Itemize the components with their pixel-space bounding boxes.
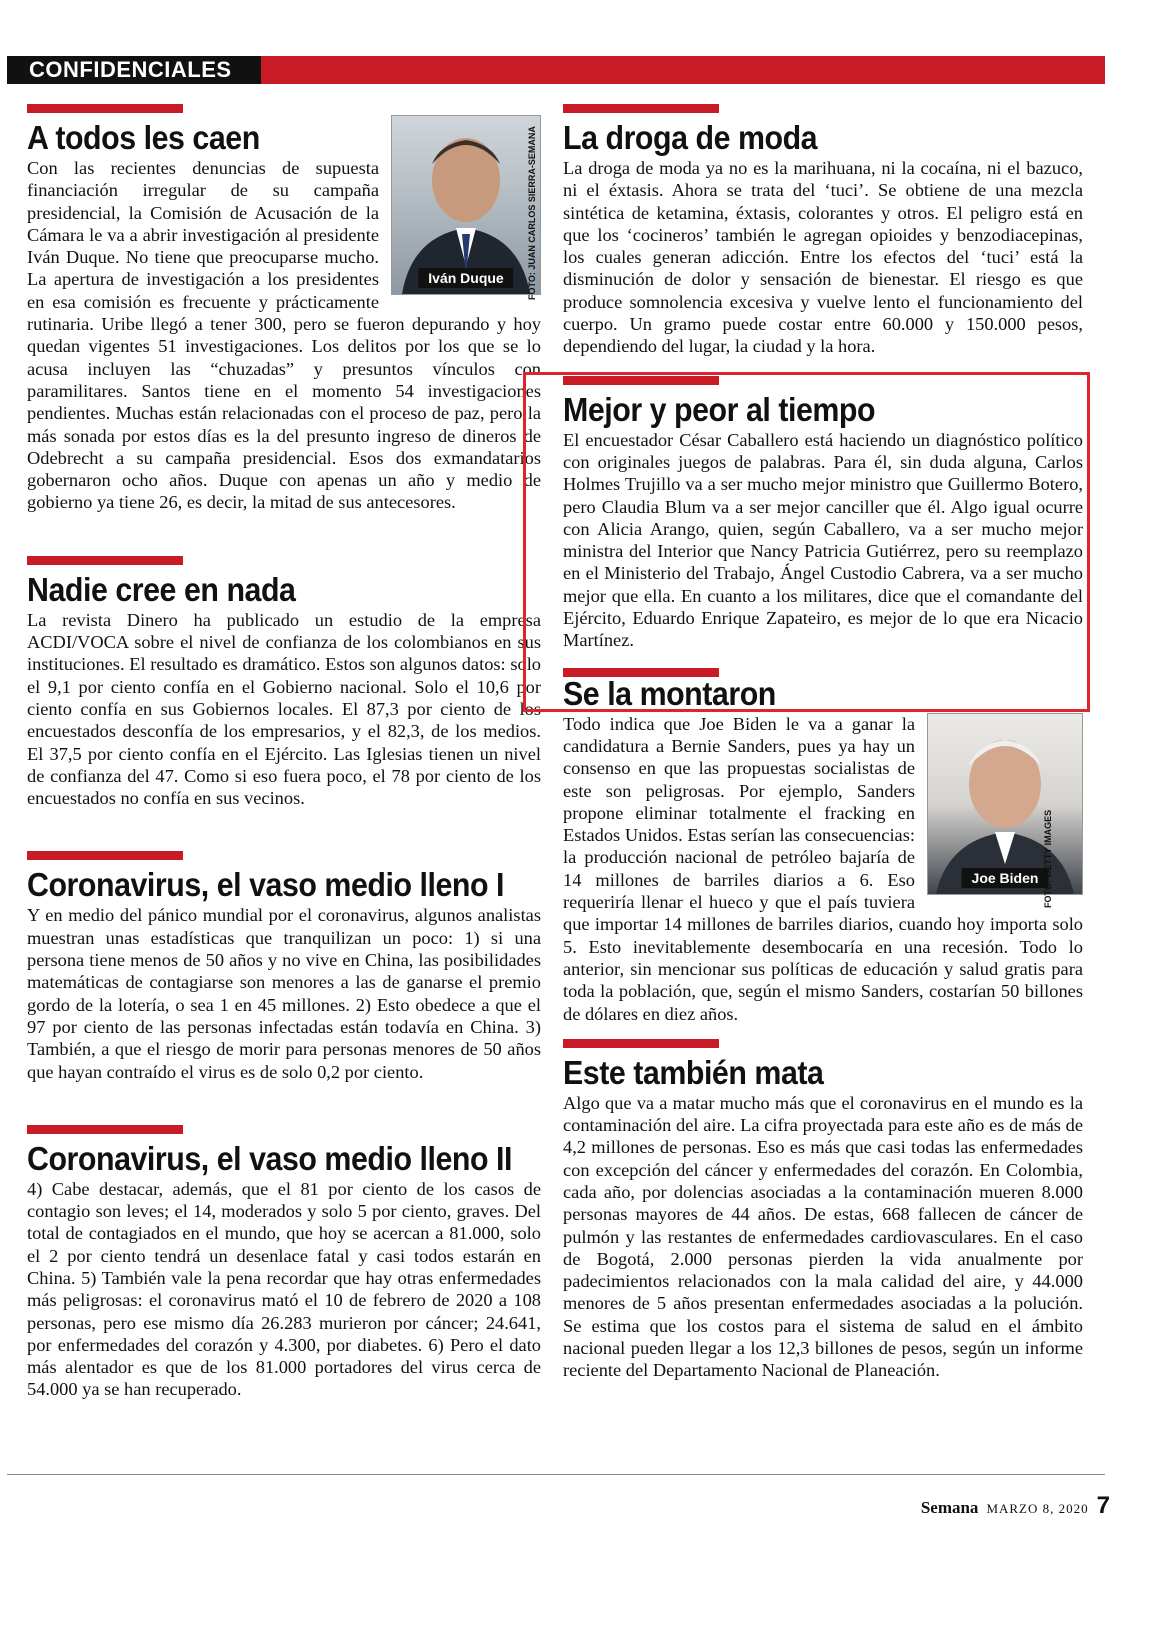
article-body: La droga de moda ya no es la marihuana, ni la cocaína, ni el bazuco, ni el éxtasis. Ahora se trata del ‘tuci’. Se obtiene de una mezcla sintética de ketamina, éxtasis, colorantes y otros. El peligro está en que los ‘cocineros’ también le agregan opioides y benzodiacepinas, los cuales generan adicción. Entre los efectos del ‘tuci’ está la disminución de dolor y sensación de bienestar. El riesgo es que produce somnolencia excesiva y vuelve lento el funcionamiento del cuerpo. Un gramo puede costar entre 60.000 y 150.000 pesos, dependiendo del lugar, la ciudad y la hora. bbox=[563, 158, 1083, 357]
article-title: La droga de moda bbox=[563, 119, 818, 156]
article-la-droga-de-moda bbox=[563, 104, 1083, 358]
article-body: Con las recientes denuncias de supuesta financiación irregular de su campaña presidencial, la Comisión de Acusación de la Cámara le va a abrir investigación al presidente Iván Duque. No tiene que preocuparse mucho. La apertura de investigación a los presidentes en esa comisión es frecuente y prácticamente rutinaria. Uribe llegó a tener 300, pero se fueron depurando y hoy quedan vigentes 51 investigaciones. Los delitos por los que se lo acusa incluyen las “chuzadas” y presuntos vínculos con paramilitares. Santos tiene en el momento 54 investigaciones pendientes. Muchas están relacionadas con el proceso de paz, pero la más sonada por estos días es la del presunto ingreso de dineros de Odebrecht a su campaña presidencial. Esos dos exmandatarios gobernaron ocho años. Duque con apenas un año y medio de gobierno ya tiene 26, es decir, la mitad de sus antecesores. bbox=[27, 158, 541, 513]
article-a-todos-les-caen bbox=[27, 104, 541, 514]
article-title: Se la montaron bbox=[563, 674, 776, 712]
article-rule bbox=[27, 104, 183, 113]
article-title: Nadie cree en nada bbox=[27, 570, 296, 608]
photo-caption: Joe Biden bbox=[962, 868, 1049, 888]
article-rule bbox=[27, 1125, 183, 1134]
section-title: CONFIDENCIALES bbox=[7, 56, 261, 84]
page-footer bbox=[921, 1492, 1110, 1520]
article-body: El encuestador César Caballero está haciendo un diagnóstico político con originales juegos de palabras. Para él, sin duda alguna, Carlos Holmes Trujillo va a ser mucho mejor ministro que Guillermo Botero, pero Claudia Blum va a ser mejor canciller que él. Algo igual ocurre con Alicia Arango, quien, según Caballero, va a ser mucho mejor ministra del Interior que Nancy Patricia Gutiérrez, pero su reemplazo en el Ministerio del Trabajo, Ángel Custodio Cabrera, va a ser mucho mejor que ella. En cuanto a los militares, dice que el comandante del Ejército, Eduardo Enrique Zapateiro, es mejor de lo que era Nicacio Martínez. bbox=[563, 429, 1083, 651]
article-title: Este también mata bbox=[563, 1053, 824, 1091]
article-rule bbox=[27, 556, 183, 565]
article-body: La revista Dinero ha publicado un estudio de la empresa ACDI/VOCA sobre el nivel de confianza de los colombianos en sus instituciones. El resultado es dramático. Estos son algunos datos: solo el 9,1 por ciento confía en el Gobierno nacional. Solo el 10,6 por ciento confía en sus Gobiernos locales. El 87,3 por ciento de los encuestados desconfía de los empresarios, y el 82,3, de los medios. El 37,5 por ciento confía en el Ejército. Las Iglesias tienen un nivel de confianza del 47. Como si eso fuera poco, el 78 por ciento de los encuestados no confía en sus vecinos. bbox=[27, 609, 541, 809]
page-number: 7 bbox=[1096, 1492, 1110, 1519]
article-coronavirus-ii bbox=[27, 1125, 541, 1401]
photo-caption: Iván Duque bbox=[418, 268, 513, 288]
issue-date: MARZO 8, 2020 bbox=[986, 1501, 1089, 1516]
right-column bbox=[563, 104, 1083, 1382]
article-title: Coronavirus, el vaso medio lleno I bbox=[27, 866, 505, 904]
article-rule bbox=[27, 851, 183, 860]
footer-divider bbox=[7, 1474, 1105, 1475]
article-rule bbox=[563, 104, 719, 113]
left-column bbox=[27, 104, 541, 1401]
section-header-bar bbox=[7, 56, 1105, 84]
magazine-name: Semana bbox=[920, 1498, 979, 1517]
article-este-tambien-mata bbox=[563, 1039, 1083, 1382]
article-title: Mejor y peor al tiempo bbox=[563, 390, 876, 428]
photo-credit: FOTO: JUAN CARLOS SIERRA-SEMANA bbox=[527, 126, 537, 300]
article-nadie-cree-en-nada bbox=[27, 556, 541, 810]
article-title: A todos les caen bbox=[27, 119, 260, 156]
article-body: Y en medio del pánico mundial por el coronavirus, algunos analistas muestran unas estadísticas que tranquilizan un poco: 1) si una persona tiene menos de 50 años y no vive en China, las posibilidades matemáticas de contagiarse son menores a las de ganarse el premio gordo de la lotería, o sea 1 en 45 millones. 2) Esto obedece a que el 97 por ciento de las personas infectadas están todavía en China. 3) También, a que el riesgo de morir para personas menores de 50 años que hayan contraído el virus es de solo 0,2 por ciento. bbox=[27, 905, 541, 1082]
portrait-silhouette-icon bbox=[928, 714, 1082, 894]
photo-credit: FOTO: GETTY IMAGES bbox=[1043, 809, 1053, 908]
highlight-box bbox=[523, 372, 1090, 712]
article-rule bbox=[563, 1039, 719, 1048]
article-coronavirus-i bbox=[27, 851, 541, 1082]
article-title: Coronavirus, el vaso medio lleno II bbox=[27, 1139, 512, 1177]
article-body: Algo que va a matar mucho más que el coronavirus en el mundo es la contaminación del aire. La cifra proyectada para este año es de más de 4,2 millones de personas. Eso es más que casi todas las enfermedades con excepción del cáncer y enfermedades del corazón. En Colombia, cada año, por dolencias asociadas a la contaminación mueren 8.000 personas mayores de 44 años. De estas, 668 fallecen de cáncer de pulmón y las restantes de enfermedades cardiovasculares. En el caso de Bogotá, 2.000 personas pierden la vida anualmente por padecimientos relacionados con la mala calidad del aire, y 44.000 menores de 5 años presentan enfermedades asociadas a la polución. Se estima que los costos para el sistema de salud en el ámbito nacional pueden llegar a los 12,3 billones de pesos, según un informe reciente del Departamento Nacional de Planeación. bbox=[563, 1092, 1083, 1381]
article-body: 4) Cabe destacar, además, que el 81 por ciento de los casos de contagio son leves; el 14, moderados y solo 5 por ciento, graves. Del total de contagiados en el mundo, que hoy se acercan a 81.000, solo el 2 por ciento tendrá un desenlace fatal y casi todos estarán en China. 5) También vale la pena recordar que hay otras enfermedades más peligrosas: el coronavirus mató el 10 de febrero de 2020 a 108 personas, pero ese mismo día 26.283 murieron por cáncer; 24.641, por enfermedades del corazón y 4.300, por diabetes. 6) Pero el dato más alentador es que de los 81.000 portadores del virus cerca de 54.000 ya se han recuperado. bbox=[27, 1178, 541, 1400]
biden-photo bbox=[927, 713, 1083, 895]
article-se-la-montaron bbox=[563, 668, 1083, 1025]
article-body: Todo indica que Joe Biden le va a ganar la candidatura a Bernie Sanders, pues ya hay un consenso en que las propuestas socialistas de este son peligrosas. Por ejemplo, Sanders propone eliminar totalmente el fracking en Estados Unidos. Estas serían las consecuencias: la producción nacional de petróleo bajaría de 14 millones de barriles diarios a 6. Eso requeriría llenar el hueco y que el país tuviera que importar 14 millones de barriles diarios, cuando hoy importa solo 5. Esto inevitablemente desembocaría en una recesión. Todo lo anterior, sin mencionar sus políticas de educación y salud gratis para toda la población, que, según el mismo Sanders, costarían 50 billones de dólares en diez años. bbox=[563, 713, 1083, 1024]
